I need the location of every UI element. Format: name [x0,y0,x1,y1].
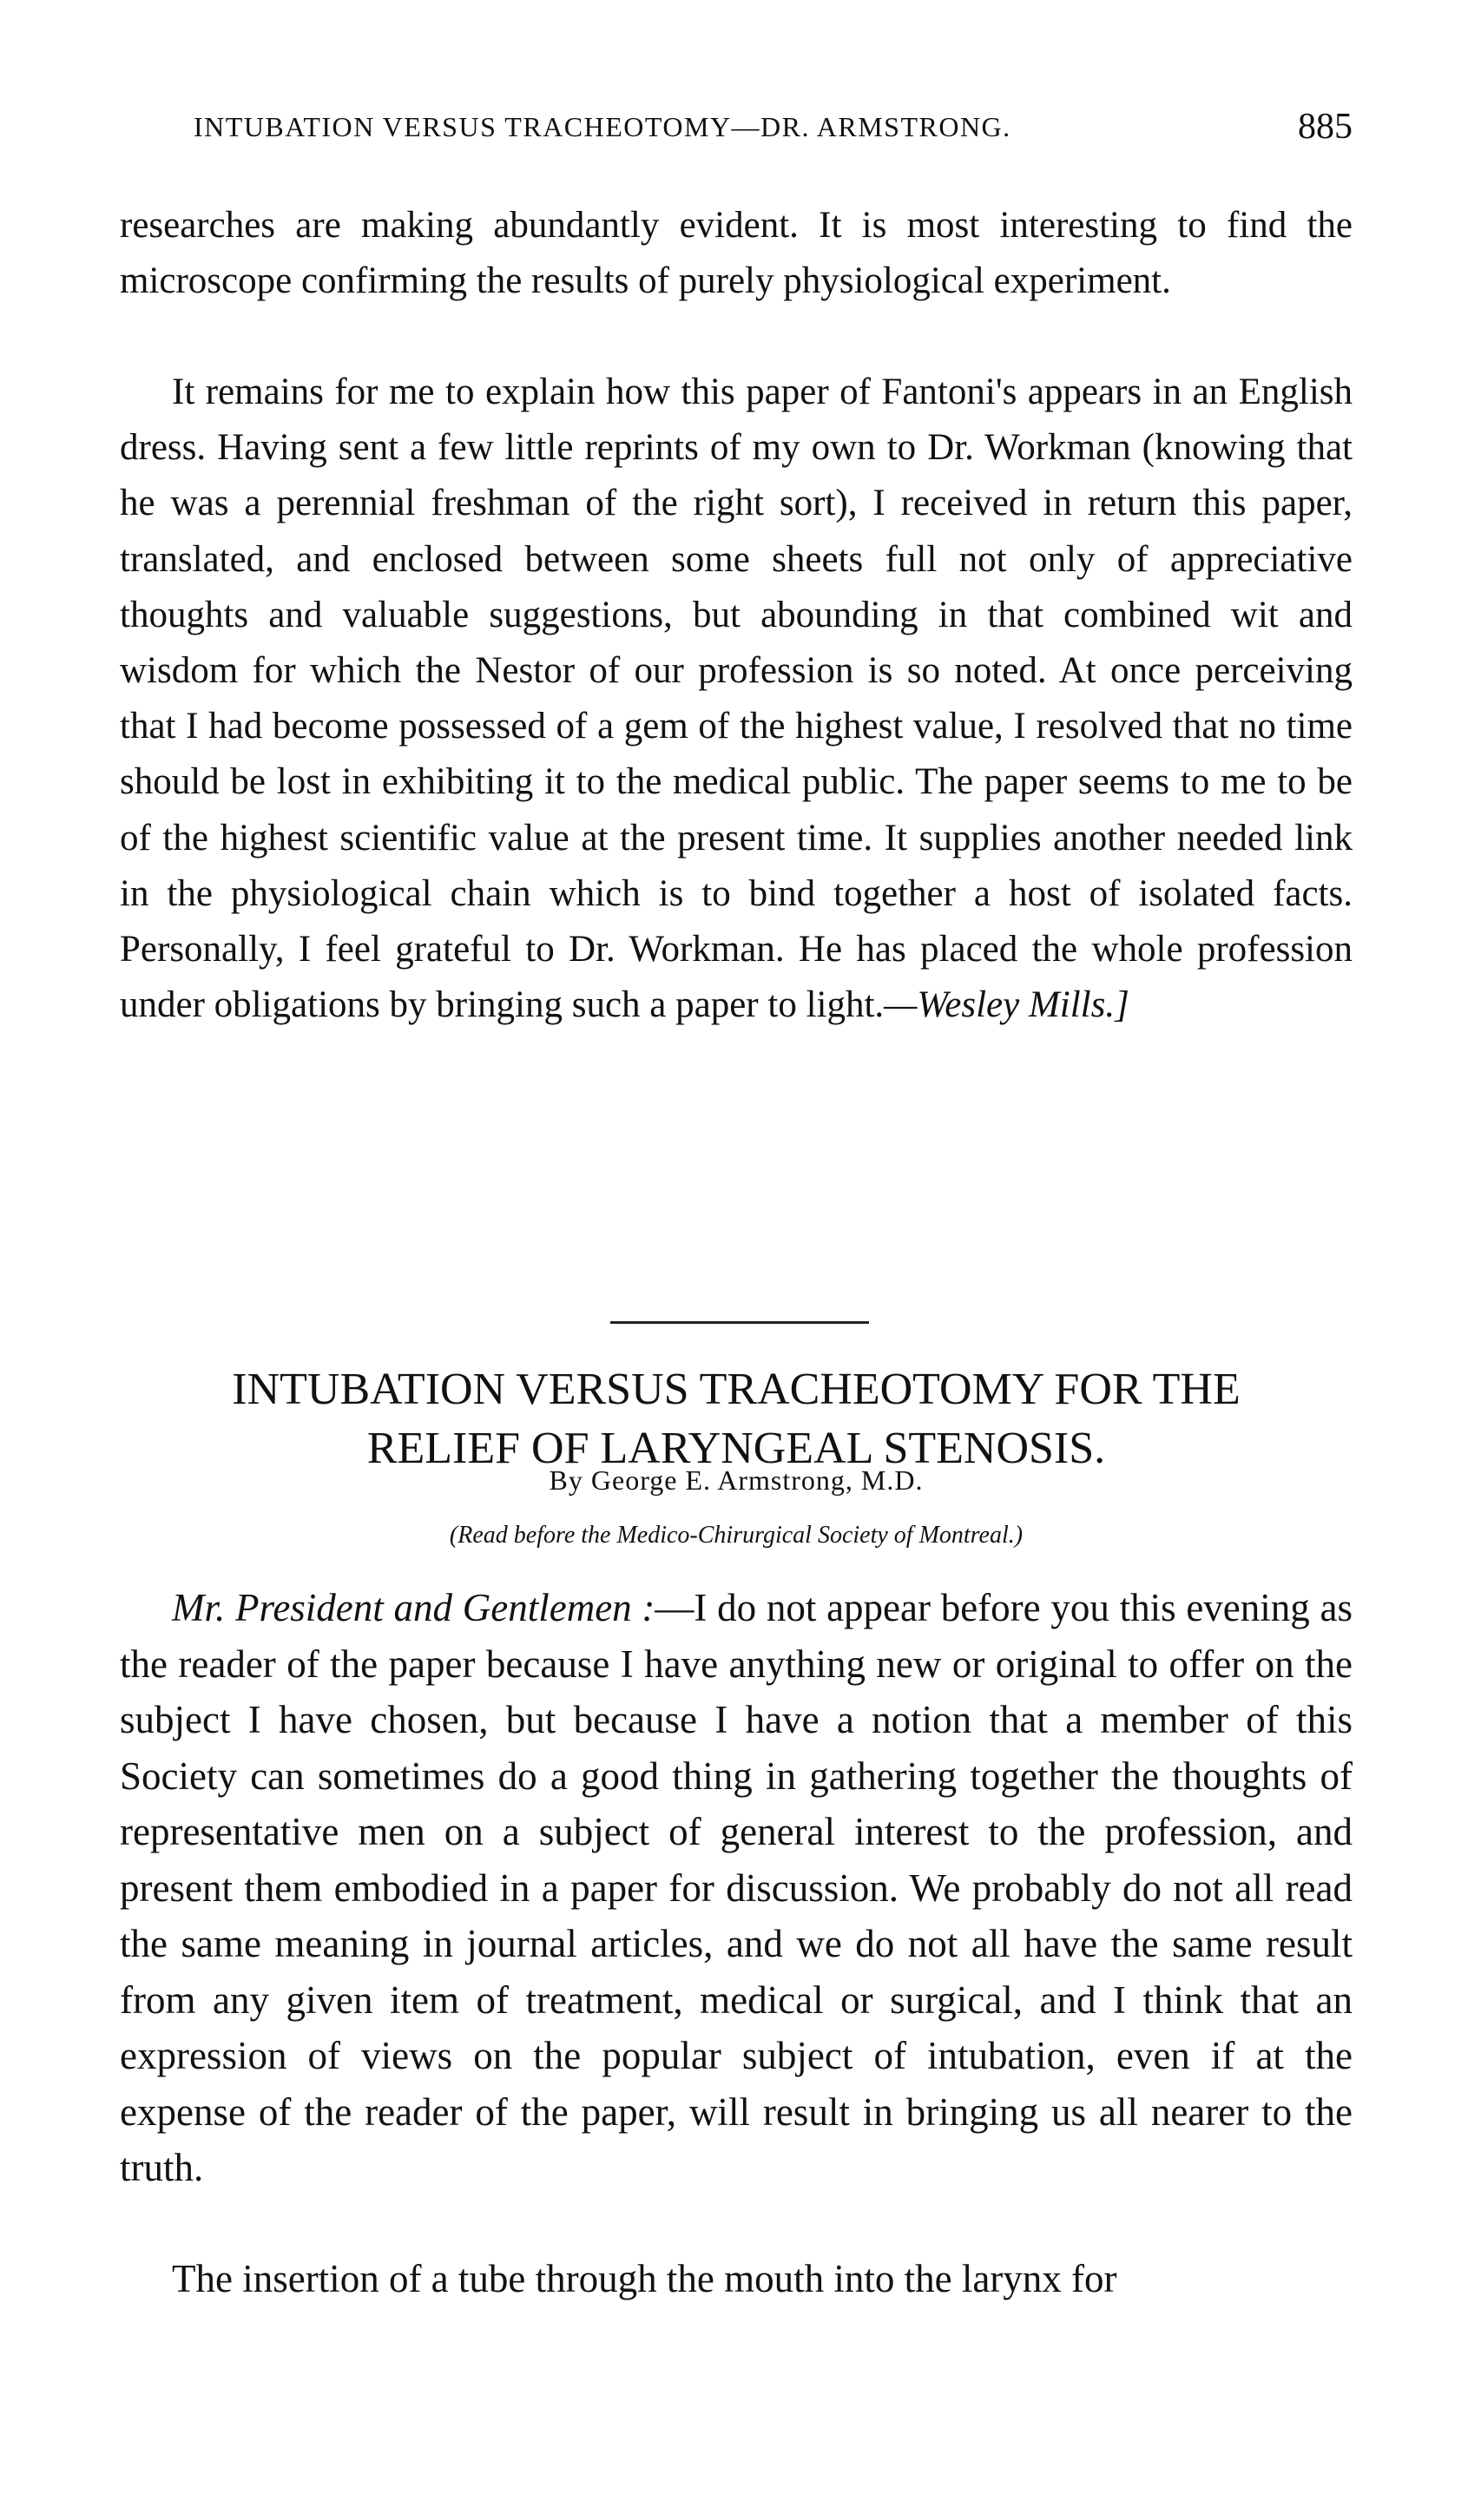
article-title-line-1: INTUBATION VERSUS TRACHEOTOMY FOR THE [232,1365,1241,1414]
author-signature: —Wesley Mills.] [884,984,1129,1026]
running-header [194,106,1353,149]
previous-article-closing-paragraph [120,365,1353,1033]
article-opening-paragraph [120,1580,1353,2196]
presentation-note: (Read before the Medico-Chirurgical Society of Montreal.) [449,1522,1024,1549]
article-second-paragraph: The insertion of a tube through the mouth into the larynx for [172,2257,1117,2300]
previous-article-paragraph: researches are making abundantly evident. It is most interesting to find the microscope confirming the results of purely physiological experiment. [120,205,1353,302]
article-title [120,1360,1353,1478]
running-title: INTUBATION VERSUS TRACHEOTOMY—DR. ARMSTRONG. [194,111,1011,142]
closing-paragraph-text: It remains for me to explain how this paper of Fantoni's appears in an English dress. Having sent a few little reprints of my own to Dr. Workman (knowing that he was a perennial freshman of the right sort), I received in return this paper, translated, and enclosed between some sheets full not only of appreciative thoughts and valuable suggestions, but abounding in that combined wit and wisdom for which the Nestor of our profession is so noted. At once perceiving that I had become possessed of a gem of the highest value, I resolved that no time should be lost in exhibiting it to the medical public. The paper seems to me to be of the highest scientific value at the present time. It supplies another needed link in the physiological chain which is to bind together a host of isolated facts. Personally, I feel grateful to Dr. Workman. He has placed the whole profession under obligations by bringing such a paper to light. [120,372,1353,1026]
article-byline: By George E. Armstrong, M.D. [549,1464,924,1496]
section-divider [610,1321,869,1324]
article-title-line-2: RELIEF OF LARYNGEAL STENOSIS. [366,1424,1106,1473]
salutation: Mr. President and Gentlemen : [172,1586,655,1629]
page-number: 885 [1298,107,1353,147]
opening-paragraph-text: —I do not appear before you this evening as the reader of the paper because I have anything new or original to offer on the subject I have chosen, but because I have a notion that a member of this Society can sometimes do a good thing in gathering together the thoughts of representative men on a subject of general interest to the profession, and present them embodied in a paper for discussion. We probably do not all read the same meaning in journal articles, and we do not all have the same result from any given item of treatment, medical or surgical, and I think that an expression of views on the popular subject of intubation, even if at the expense of the reader of the paper, will result in bringing us all nearer to the truth. [120,1586,1353,2189]
